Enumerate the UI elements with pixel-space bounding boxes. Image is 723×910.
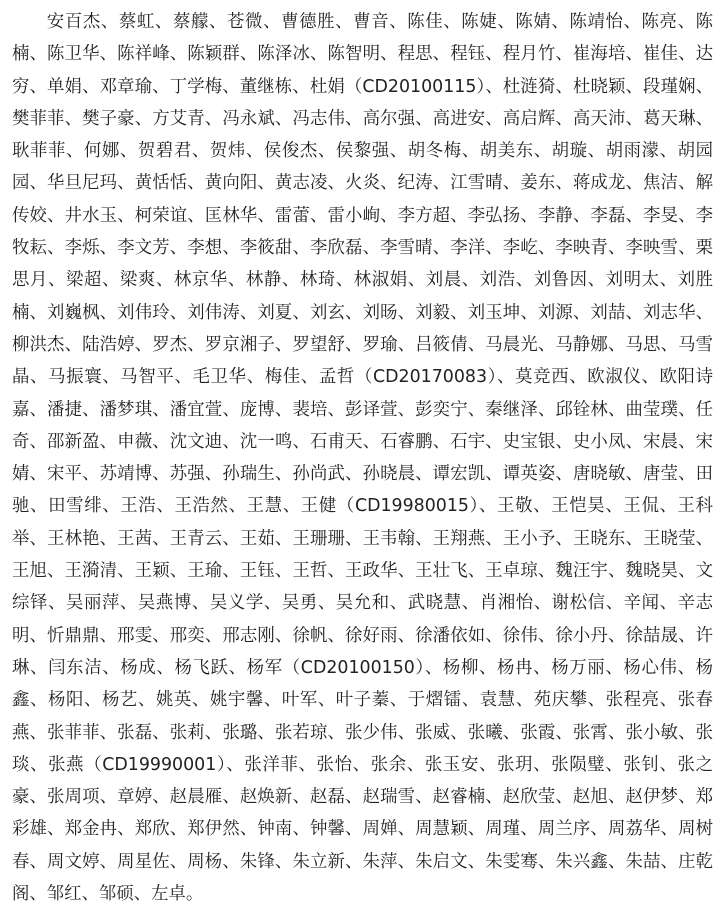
name-list-paragraph: 安百杰、蔡虹、蔡艨、苍微、曹德胜、曹音、陈佳、陈婕、陈婧、陈靖怡、陈亮、陈楠、陈卫华、陈祥峰、陈颖群、陈泽冰、陈智明、程思、程钰、程月竹、崔海培、崔佳、达穷、单娟、邓章瑜、丁学梅、董继栋、杜娟（CD20100115）、杜涟猗、杜晓颖、段瑾娴、樊菲菲、樊子豪、方艾青、冯永斌、冯志伟、高尔强、高进安、高启辉、高天沛、葛天琳、耿菲菲、何娜、贺碧君、贺炜、侯俊杰、侯黎强、胡冬梅、胡美东、胡璇、胡雨濛、胡园园、华旦尼玛、黄恬恬、黄向阳、黄志凌、火炎、纪涛、江雪晴、姜东、蒋成龙、焦洁、解传姣、井水玉、柯荣谊、匡林华、雷蕾、雷小峋、李方超、李弘扬、李静、李磊、李旻、李牧耘、李烁、李文芳、李想、李筱甜、李欣磊、李雪晴、李洋、李屹、李映青、李映雪、栗思月、梁超、梁爽、林京华、林静、林琦、林淑娟、刘晨、刘浩、刘鲁因、刘明太、刘胜楠、刘巍枫、刘伟玲、刘伟涛、刘夏、刘玄、刘旸、刘毅、刘玉坤、刘源、刘喆、刘志华、柳洪杰、陆浩婷、罗杰、罗京湘子、罗望舒、罗瑜、吕筱倩、马晨光、马静娜、马思、马雪晶、马振寰、马智平、毛卫华、梅佳、孟哲（CD20170083）、莫竞西、欧淑仪、欧阳诗嘉、潘捷、潘梦琪、潘宜萱、庞博、裴培、彭译萱、彭奕宁、秦继泽、邱铨林、曲莹璞、任奇、邵新盈、申薇、沈文迪、沈一鸣、石甫天、石睿鹏、石宇、史宝银、史小凤、宋晨、宋婧、宋平、苏靖博、苏强、孙瑞生、孙尚武、孙晓晨、谭宏凯、谭英姿、唐晓敏、唐莹、田驰、田雪绯、王浩、王浩然、王慧、王健（CD19980015）、王敬、王恺昊、王侃、王科举、王林艳、王茜、王青云、王茹、王珊珊、王韦翰、王翔燕、王小予、王晓东、王晓莹、王旭、王漪清、王颖、王瑜、王钰、王哲、王政华、王壮飞、王卓琼、魏汪宇、魏晓昊、文综铎、吴丽萍、吴燕博、吴义学、吴勇、吴允和、武晓慧、肖湘怡、谢松信、辛闻、辛志明、忻鼎鼎、邢雯、邢奕、邢志刚、徐帆、徐好雨、徐潘依如、徐伟、徐小丹、徐喆晟、许琳、闫东洁、杨成、杨飞跃、杨军（CD20100150）、杨柳、杨冉、杨万丽、杨心伟、杨鑫、杨阳、杨艺、姚英、姚宇馨、叶军、叶子蓁、于熠镭、袁慧、苑庆攀、张程亮、张春燕、张菲菲、张磊、张莉、张璐、张若琼、张少伟、张威、张曦、张霞、张霄、张小敏、张琰、张燕（CD19990001）、张洋菲、张怡、张余、张玉安、张玥、张陨璧、张钊、张之豪、张周项、章婷、赵晨雁、赵焕新、赵磊、赵瑞雪、赵睿楠、赵欣莹、赵旭、赵伊梦、郑彩雄、郑金冉、郑欣、郑伊然、钟南、钟馨、周婵、周慧颖、周瑾、周兰序、周荔华、周树春、周文婷、周星佐、周杨、朱锋、朱立新、朱萍、朱启文、朱雯骞、朱兴鑫、朱喆、庄乾阁、邹红、邹硕、左卓。 — [12, 12, 713, 905]
